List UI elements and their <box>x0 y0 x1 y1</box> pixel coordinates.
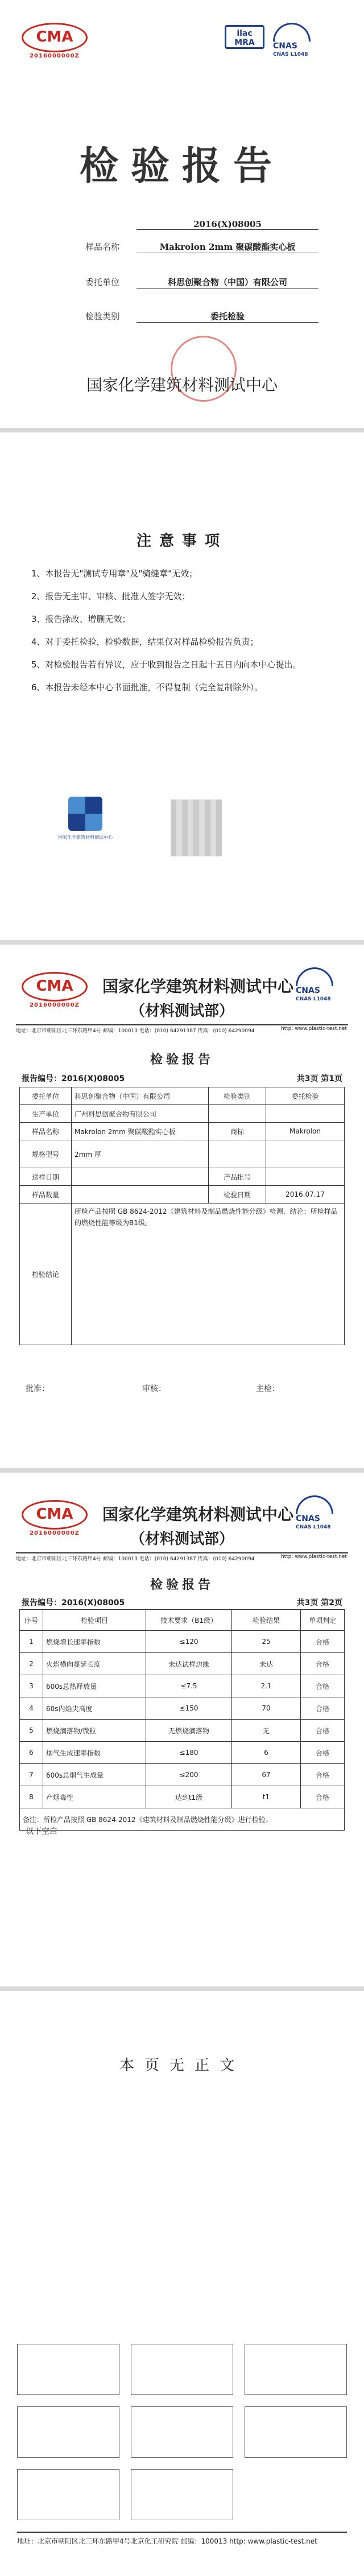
table-row: 3 600s总热释放量 ≤7.5 2.1 合格 <box>20 1675 345 1697</box>
main-inspector-label: 主检： <box>256 1384 280 1394</box>
results-table <box>19 1609 345 1831</box>
table-row: 样品数量 检验日期 2016.07.17 <box>20 1186 345 1203</box>
report-no: 报告编号：2016(X)08005 <box>22 1074 125 1083</box>
info-table <box>19 1087 345 1345</box>
report-page-1 <box>0 945 364 1468</box>
cover-client: 委托单位 科思创聚合物（中国）有限公司 <box>85 276 324 288</box>
audit-label: 审核： <box>142 1384 166 1394</box>
cover-title: 检验报告 <box>79 143 284 189</box>
header-sub: （材料测试部） <box>130 1531 234 1548</box>
header-title: 国家化学建筑材料测试中心 <box>102 977 294 996</box>
page-count: 共3页 第1页 <box>296 1074 342 1083</box>
notice-title: 注意事项 <box>136 533 228 550</box>
header-web: http: www.plastic-test.net <box>280 1026 347 1032</box>
notice-page <box>0 432 364 940</box>
table-row: 7 600s总烟气生成量 ≤200 67 合格 <box>20 1764 345 1786</box>
cma-logo: CMA 2016000000Z <box>22 23 88 52</box>
notice-item: 6、本报告未经本中心书面批准，不得复制（完全复制除外）。 <box>31 682 263 693</box>
table-row: 8 产烟毒性 达到t1级 t1 合格 <box>20 1786 345 1808</box>
table-row: 1 燃烧增长速率指数 ≤120 25 合格 <box>20 1631 345 1653</box>
cnas-logo: CNAS CNAS L1048 <box>296 1495 353 1520</box>
conclusion-text: 所检产品按照 GB 8624-2012《建筑材料及制品燃烧性能分级》检测，结论：所检样品的燃烧性能等级为B1级。 <box>72 1203 345 1345</box>
cma-logo: CMA 2016000000Z <box>22 972 88 1001</box>
cnas-logo: CNAS CNAS L1048 <box>273 23 330 48</box>
ilac-logo: ilac MRA <box>225 25 264 49</box>
table-row: 6 烟气生成速率指数 ≤180 6 合格 <box>20 1742 345 1764</box>
report-page-2 <box>0 1473 364 1986</box>
footer-address: 地址：北京市朝阳区北三环东路甲4号北京化工研究院 邮编：100013 http: www.plastic-test.net <box>17 2532 347 2546</box>
cover-type: 检验类别 委托检验 <box>85 310 324 323</box>
header-title: 国家化学建筑材料测试中心 <box>102 1505 294 1524</box>
blurred-qr-code <box>171 799 222 856</box>
doc-title: 检验报告 <box>150 1578 214 1592</box>
no-content-text: 本页无正文 <box>119 2057 245 2074</box>
table-row: 送样日期 产品批号 <box>20 1168 345 1186</box>
cover-sample: 样品名称 Makrolon 2mm 聚碳酸酯实心板 <box>85 241 324 253</box>
notice-list <box>31 563 316 700</box>
header-web: http: www.plastic-test.net <box>280 1554 347 1560</box>
cover-page <box>0 0 364 428</box>
table-row: 样品名称 Makrolon 2mm 聚碳酸酯实心板 商标 Makrolon <box>20 1123 345 1140</box>
table-row: 5 燃烧滴落物/微粒 无燃烧滴落物 无 合格 <box>20 1720 345 1742</box>
blank-page <box>0 1991 364 2576</box>
report-no: 报告编号：2016(X)08005 <box>22 1598 125 1608</box>
center-logo: 国家化学建筑材料测试中心 <box>57 797 114 865</box>
cover-org: 国家化学建筑材料测试中心 <box>86 376 278 394</box>
cma-logo: CMA 2016000000Z <box>22 1500 88 1530</box>
blank-marker: 以下空白 <box>26 1827 57 1836</box>
notice-item: 3、报告涂改、增删无效； <box>31 614 131 624</box>
notice-item: 5、对检验报告若有异议，应于收到报告之日起十五日内向本中心提出。 <box>31 660 301 670</box>
table-row: 委托单位 科思创聚合物（中国）有限公司 检验类别 委托检验 <box>20 1087 345 1105</box>
table-row: 规格型号 2mm 厚 <box>20 1140 345 1168</box>
doc-title: 检验报告 <box>150 1053 214 1067</box>
header-sub: （材料测试部） <box>130 1003 234 1020</box>
table-row <box>20 1808 345 1831</box>
notice-item: 4、对于委托检验，检验数据，结果仅对样品检验报告负责； <box>31 637 259 647</box>
header-address: 地址：北京市朝阳区北三环东路甲4号 邮编：100013 电话：(010) 64291387 传真：(010) 64290094 <box>16 1024 348 1035</box>
approve-label: 批准： <box>26 1384 49 1394</box>
notice-item: 2、报告无主审、审核、批准人签字无效； <box>31 591 191 601</box>
table-header-row: 序号 检验项目 技术要求（B1级） 检验结果 单项判定 <box>20 1610 345 1631</box>
header-address: 地址：北京市朝阳区北三环东路甲4号 邮编：100013 电话：(010) 64291387 传真：(010) 64290094 <box>16 1552 348 1563</box>
table-row: 检验结论 所检产品按照 GB 8624-2012《建筑材料及制品燃烧性能分级》检测，结论：所检样品的燃烧性能等级为B1级。 <box>20 1203 345 1345</box>
note-text: 备注：所检产品按照 GB 8624-2012《建筑材料及制品燃烧性能分级》进行检验。 <box>20 1808 345 1831</box>
page-count: 共3页 第2页 <box>296 1598 342 1608</box>
notice-item: 1、本报告无"测试专用章"及"骑缝章"无效； <box>31 568 198 579</box>
table-row: 生产单位 广州科思创聚合物有限公司 <box>20 1105 345 1123</box>
cover-report-no: 2016(X)08005 <box>85 219 324 230</box>
cnas-logo: CNAS CNAS L1048 <box>296 967 353 992</box>
table-row: 2 火焰横向蔓延长度 未达试样边缘 未达 合格 <box>20 1653 345 1675</box>
table-row: 4 60s内焰尖高度 ≤150 70 合格 <box>20 1697 345 1720</box>
